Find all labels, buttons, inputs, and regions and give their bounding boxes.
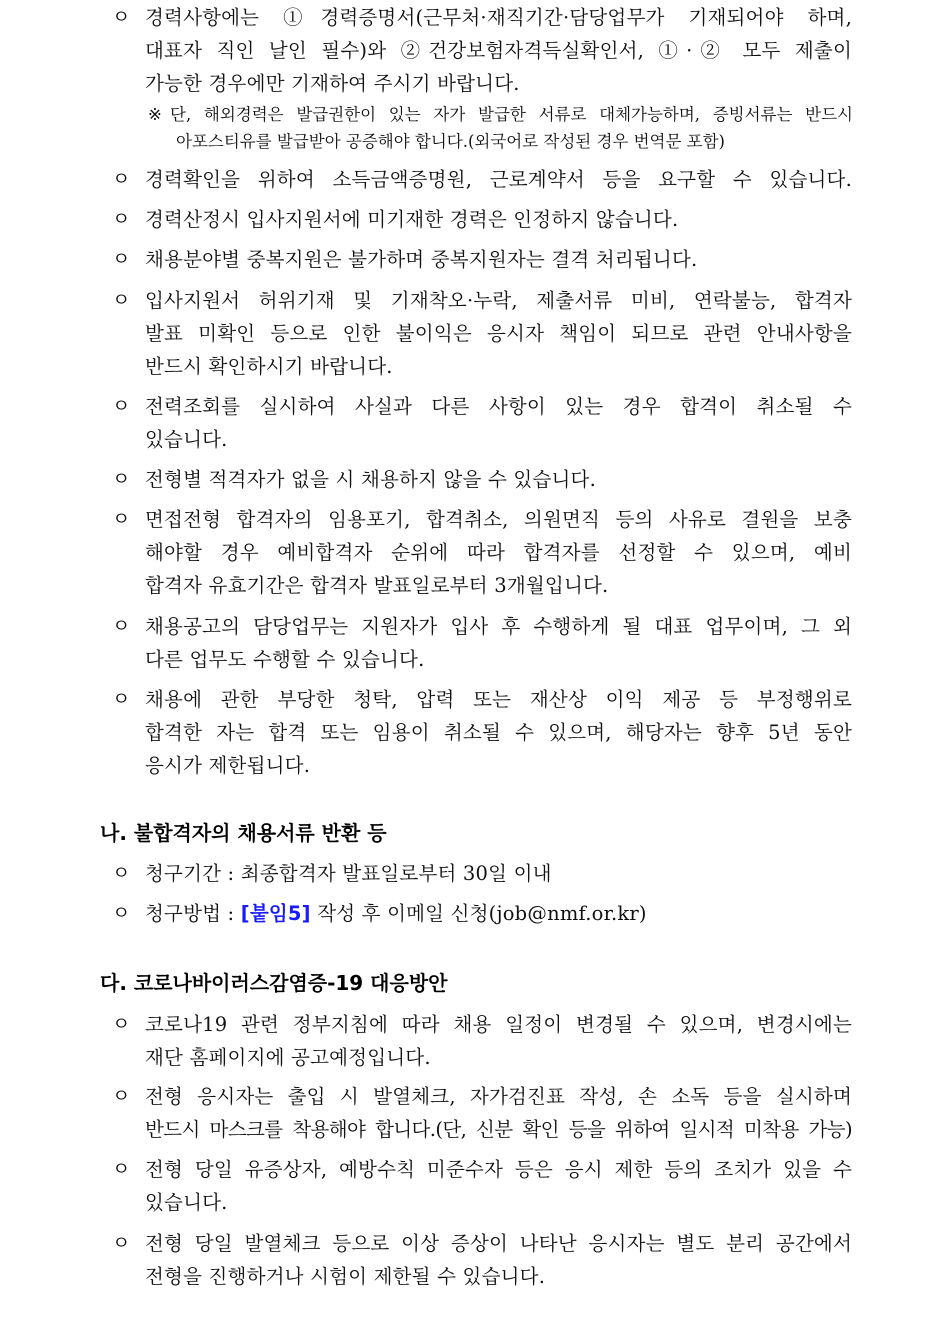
item-line: 경력확인을 위하여 소득금액증명원, 근로계약서 등을 요구할 수 있습니다.	[145, 168, 852, 191]
list-item	[112, 1227, 852, 1293]
item-text: 청구방법 :	[145, 902, 241, 925]
item-line: 채용에 관한 부당한 청탁, 압력 또는 재산상 이익 제공 등 부정행위로	[145, 688, 852, 711]
note-line: 단, 해외경력은 발급권한이 있는 자가 발급한 서류로 대체가능하며, 증빙서류는 반드시	[170, 105, 853, 124]
item-line: 합격자 유효기간은 합격자 발표일로부터 3개월입니다.	[145, 574, 609, 597]
list-item	[112, 610, 852, 676]
bullet: ㅇ	[112, 289, 131, 311]
item-line: 면접전형 합격자의 임용포기, 합격취소, 의원면직 등의 사유로 결원을 보충	[145, 508, 852, 531]
list-item	[112, 1, 852, 100]
item-line: 전형 당일 발열체크 등으로 이상 증상이 나타난 응시자는 별도 분리 공간에서	[145, 1232, 852, 1255]
section-heading: 나. 불합격자의 채용서류 반환 등	[100, 821, 387, 845]
bullet: ㅇ	[112, 395, 131, 417]
item-line: 입사지원서 허위기재 및 기재착오·누락, 제출서류 미비, 연락불능, 합격자	[145, 289, 852, 312]
item-line: 반드시 마스크를 착용해야 합니다.(단, 신분 확인 등을 위하여 일시적 미착용 가능)	[145, 1118, 852, 1141]
bullet: ㅇ	[112, 1158, 131, 1180]
note	[148, 101, 853, 155]
item-line: 반드시 확인하시기 바랍니다.	[145, 355, 393, 378]
list-item	[112, 284, 852, 383]
item-line: 경력산정시 입사지원서에 미기재한 경력은 인정하지 않습니다.	[145, 208, 679, 231]
list-item	[112, 390, 852, 456]
section-heading: 다. 코로나바이러스감염증-19 대응방안	[100, 971, 448, 995]
reference-mark: ※	[148, 105, 162, 124]
item-line: 있습니다.	[145, 1191, 228, 1214]
bullet: ㅇ	[112, 1085, 131, 1107]
bullet: ㅇ	[112, 6, 131, 28]
item-line: 대표자 직인 날인 필수)와 ②건강보험자격득실확인서, ①·② 모두 제출이	[145, 39, 852, 62]
item-line: 전형별 적격자가 없을 시 채용하지 않을 수 있습니다.	[145, 468, 596, 491]
item-line: 재단 홈페이지에 공고예정입니다.	[145, 1046, 431, 1069]
list-item	[112, 857, 852, 890]
bullet: ㅇ	[112, 615, 131, 637]
item-line: 경력사항에는 ①경력증명서(근무처·재직기간·담당업무가 기재되어야 하며,	[145, 6, 852, 29]
item-line: 합격한 자는 합격 또는 임용이 취소될 수 있으며, 해당자는 향후 5년 동안	[145, 721, 852, 744]
list-item	[112, 243, 852, 276]
item-line: 전력조회를 실시하여 사실과 다른 사항이 있는 경우 합격이 취소될 수	[145, 395, 852, 418]
bullet: ㅇ	[112, 862, 131, 884]
list-item	[112, 1080, 852, 1146]
item-line: 전형을 진행하거나 시험이 제한될 수 있습니다.	[145, 1265, 546, 1288]
item-line: 해야할 경우 예비합격자 순위에 따라 합격자를 선정할 수 있으며, 예비	[145, 541, 852, 564]
bullet: ㅇ	[112, 168, 131, 190]
list-item	[112, 163, 852, 196]
list-item	[112, 683, 852, 782]
bullet: ㅇ	[112, 248, 131, 270]
bullet: ㅇ	[112, 468, 131, 490]
note-line: 아포스티유를 발급받아 공증해야 합니다.(외국어로 작성된 경우 번역문 포함)	[176, 132, 725, 151]
item-line: 청구기간 : 최종합격자 발표일로부터 30일 이내	[145, 862, 552, 885]
attachment-tag: [붙임5]	[240, 902, 311, 925]
item-line: 코로나19 관련 정부지침에 따라 채용 일정이 변경될 수 있으며, 변경시에는	[145, 1013, 852, 1036]
list-item	[112, 1008, 852, 1074]
item-line: 채용공고의 담당업무는 지원자가 입사 후 수행하게 될 대표 업무이며, 그 외	[145, 615, 852, 638]
bullet: ㅇ	[112, 688, 131, 710]
list-item	[112, 1153, 852, 1219]
list-item	[112, 503, 852, 602]
bullet: ㅇ	[112, 208, 131, 230]
item-text: 작성 후 이메일 신청(job@nmf.or.kr)	[310, 902, 647, 925]
item-line: 가능한 경우에만 기재하여 주시기 바랍니다.	[145, 72, 520, 95]
list-item	[112, 463, 852, 496]
item-line: 전형 당일 유증상자, 예방수칙 미준수자 등은 응시 제한 등의 조치가 있을 수	[145, 1158, 852, 1181]
list-item	[112, 897, 852, 930]
list-item	[112, 203, 852, 236]
bullet: ㅇ	[112, 508, 131, 530]
item-line: 다른 업무도 수행할 수 있습니다.	[145, 648, 425, 671]
bullet: ㅇ	[112, 1232, 131, 1254]
bullet: ㅇ	[112, 1013, 131, 1035]
bullet: ㅇ	[112, 902, 131, 924]
item-line: 채용분야별 중복지원은 불가하며 중복지원자는 결격 처리됩니다.	[145, 248, 698, 271]
item-line: 전형 응시자는 출입 시 발열체크, 자가검진표 작성, 손 소독 등을 실시하며	[145, 1085, 852, 1108]
item-line: 발표 미확인 등으로 인한 불이익은 응시자 책임이 되므로 관련 안내사항을	[145, 322, 852, 345]
item-line: 응시가 제한됩니다.	[145, 754, 311, 777]
item-line: 있습니다.	[145, 428, 228, 451]
